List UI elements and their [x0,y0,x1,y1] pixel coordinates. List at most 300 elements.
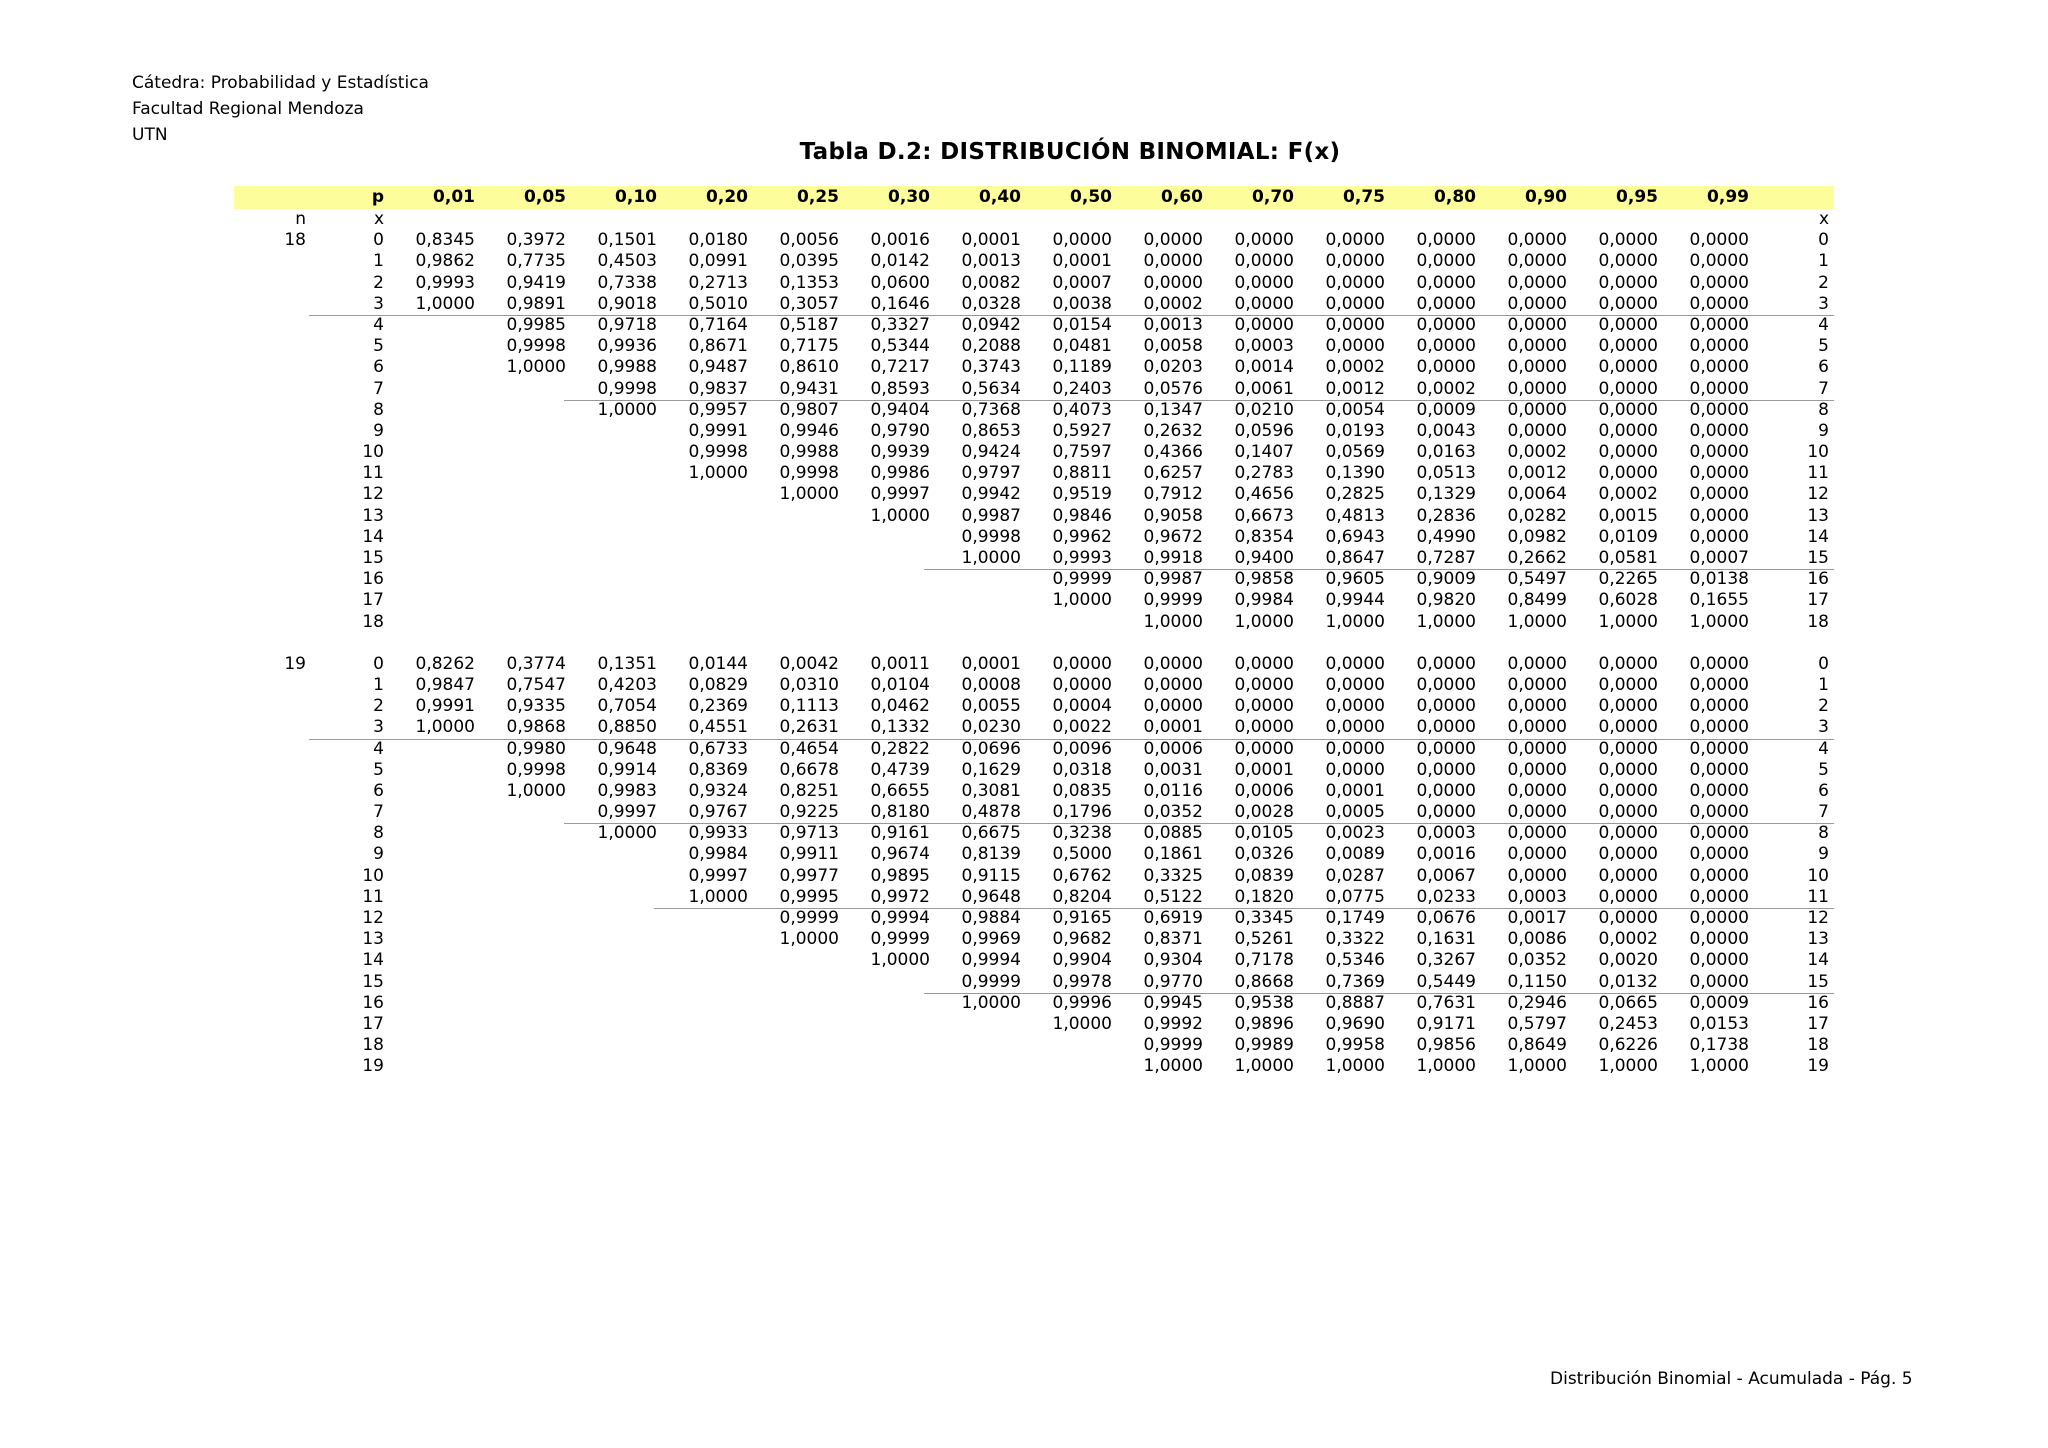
probability-cell: 0,6673 [1234,505,1294,526]
probability-cell: 0,0000 [1325,717,1385,738]
probability-cell: 0,5344 [870,336,930,357]
probability-cell: 0,2632 [1143,420,1203,441]
probability-cell: 0,0000 [1598,674,1658,695]
probability-cell: 0,0000 [1507,420,1567,441]
x-value: 17 [362,590,384,611]
p-value-header: 0,25 [797,187,839,207]
x-value: 6 [373,357,384,378]
probability-cell: 0,2403 [1052,378,1112,399]
x-value: 5 [373,759,384,780]
x-value-right: 11 [1807,463,1829,484]
x-value-right: 7 [1818,378,1829,399]
p-label: p [371,187,384,207]
x-value-right: 16 [1807,992,1829,1013]
probability-cell: 0,0000 [1416,738,1476,759]
x-value-right: 1 [1818,674,1829,695]
probability-cell: 1,0000 [597,399,657,420]
probability-cell: 0,0000 [1689,336,1749,357]
probability-cell: 0,1407 [1234,442,1294,463]
probability-cell: 0,9978 [1052,971,1112,992]
x-value: 15 [362,548,384,568]
probability-cell: 0,0462 [870,696,930,717]
probability-cell: 1,0000 [1689,1056,1749,1077]
probability-cell: 0,2369 [688,696,748,717]
probability-cell: 0,9648 [597,738,657,759]
probability-cell: 0,0002 [1143,293,1203,314]
corner-label: 1 [294,187,306,207]
probability-cell: 0,6733 [688,738,748,759]
probability-cell: 0,8850 [597,717,657,738]
probability-cell: 0,0576 [1143,378,1203,399]
probability-cell: 0,0000 [1416,293,1476,314]
table-title: Tabla D.2: DISTRIBUCIÓN BINOMIAL: F(x) [799,139,1341,165]
probability-cell: 1,0000 [688,886,748,907]
probability-cell: 1,0000 [506,780,566,801]
probability-cell: 0,9998 [688,442,748,463]
table-body [234,230,1834,1077]
probability-cell: 0,0144 [688,653,748,674]
probability-cell: 0,7631 [1416,992,1476,1013]
x-value: 0 [373,230,384,251]
probability-cell: 0,0096 [1052,738,1112,759]
probability-cell: 0,0154 [1052,314,1112,335]
probability-cell: 0,9946 [779,420,839,441]
probability-cell: 0,4739 [870,759,930,780]
probability-cell: 1,0000 [1598,611,1658,632]
probability-cell: 0,9999 [1143,590,1203,611]
probability-cell: 0,4366 [1143,442,1203,463]
probability-cell: 0,0000 [1416,336,1476,357]
probability-cell: 0,7175 [779,336,839,357]
probability-cell: 0,0000 [1325,674,1385,695]
probability-cell: 0,0000 [1507,378,1567,399]
probability-cell: 0,4203 [597,674,657,695]
probability-cell: 0,7597 [1052,442,1112,463]
probability-cell: 0,0000 [1507,696,1567,717]
probability-cell: 0,9989 [1234,1035,1294,1056]
p-value-header: 0,05 [524,187,566,207]
probability-cell: 0,7369 [1325,971,1385,992]
probability-cell: 0,9918 [1143,548,1203,568]
separator-line [924,993,1834,994]
probability-cell: 0,0054 [1325,399,1385,420]
p-value-header: 0,40 [979,187,1021,207]
probability-cell: 0,0829 [688,674,748,695]
x-value: 8 [373,399,384,420]
probability-cell: 0,7912 [1143,484,1203,505]
x-value: 11 [362,886,384,907]
probability-cell: 0,0000 [1325,251,1385,272]
probability-cell: 0,0000 [1689,780,1749,801]
probability-cell: 0,9431 [779,378,839,399]
probability-cell: 0,0000 [1143,696,1203,717]
probability-cell: 0,9767 [688,802,748,823]
probability-cell: 0,0000 [1416,314,1476,335]
x-value-right: 2 [1818,696,1829,717]
probability-cell: 0,0000 [1689,823,1749,844]
probability-cell: 0,9994 [870,908,930,928]
probability-cell: 0,0596 [1234,420,1294,441]
probability-cell: 1,0000 [779,484,839,505]
x-value-right: 10 [1807,442,1829,463]
probability-cell: 0,9400 [1234,548,1294,568]
probability-cell: 0,0000 [1689,802,1749,823]
probability-cell: 0,5346 [1325,950,1385,971]
probability-cell: 0,1347 [1143,399,1203,420]
table-row [234,972,1834,993]
probability-cell: 0,0031 [1143,759,1203,780]
probability-cell: 0,0000 [1689,463,1749,484]
table-row [234,844,1834,865]
probability-cell: 0,8887 [1325,992,1385,1013]
probability-cell: 0,0000 [1416,251,1476,272]
x-value: 2 [373,272,384,293]
probability-cell: 0,0000 [1598,378,1658,399]
probability-cell: 0,1501 [597,230,657,251]
x-value: 3 [373,717,384,738]
probability-cell: 1,0000 [961,548,1021,568]
x-value-right: 8 [1818,823,1829,844]
probability-cell: 0,5634 [961,378,1021,399]
probability-cell: 0,0000 [1143,653,1203,674]
probability-cell: 0,9171 [1416,1013,1476,1034]
table-row [234,1056,1834,1077]
table-row [234,908,1834,929]
probability-cell: 0,3238 [1052,823,1112,844]
probability-cell: 0,0001 [1325,780,1385,801]
probability-cell: 0,9424 [961,442,1021,463]
probability-cell: 0,0665 [1598,992,1658,1013]
probability-cell: 0,0000 [1416,653,1476,674]
x-value: 16 [362,569,384,590]
probability-cell: 0,0000 [1325,696,1385,717]
probability-cell: 0,9538 [1234,992,1294,1013]
table-row [234,1014,1834,1035]
probability-cell: 0,1113 [779,696,839,717]
table-row [234,336,1834,357]
probability-cell: 0,9993 [1052,548,1112,568]
probability-cell: 1,0000 [779,929,839,950]
probability-cell: 0,0055 [961,696,1021,717]
probability-cell: 0,0005 [1325,802,1385,823]
probability-cell: 0,9674 [870,844,930,865]
x-value-right: 0 [1818,230,1829,251]
table-row [234,590,1834,611]
probability-cell: 0,6762 [1052,865,1112,886]
probability-cell: 0,2713 [688,272,748,293]
probability-cell: 0,9998 [961,526,1021,547]
probability-cell: 0,0009 [1689,992,1749,1013]
probability-cell: 0,0004 [1052,696,1112,717]
table-row [234,760,1834,781]
table-row [234,739,1834,760]
probability-cell: 0,0000 [1507,272,1567,293]
probability-cell: 0,8593 [870,378,930,399]
probability-cell: 0,2088 [961,336,1021,357]
x-value-right: 5 [1818,336,1829,357]
x-value: 3 [373,293,384,314]
probability-cell: 0,6678 [779,759,839,780]
p-value-header: 0,95 [1616,187,1658,207]
x-value: 9 [373,420,384,441]
probability-cell: 0,4813 [1325,505,1385,526]
probability-cell: 0,0000 [1689,293,1749,314]
n-label: n [295,209,306,229]
probability-cell: 0,0020 [1598,950,1658,971]
probability-cell: 0,8139 [961,844,1021,865]
n-block [234,654,1834,1078]
probability-cell: 0,9911 [779,844,839,865]
university-name: UTN [132,125,168,145]
probability-cell: 0,0000 [1598,823,1658,844]
probability-cell: 0,0064 [1507,484,1567,505]
probability-cell: 0,3972 [506,230,566,251]
x-value-right: 14 [1807,526,1829,547]
probability-cell: 0,0513 [1416,463,1476,484]
probability-cell: 1,0000 [415,717,475,738]
probability-cell: 0,6028 [1598,590,1658,611]
probability-cell: 0,0000 [1507,399,1567,420]
probability-cell: 0,7054 [597,696,657,717]
probability-cell: 0,8668 [1234,971,1294,992]
probability-cell: 0,0104 [870,674,930,695]
probability-cell: 0,0006 [1143,738,1203,759]
probability-cell: 0,0991 [688,251,748,272]
probability-cell: 1,0000 [1416,1056,1476,1077]
probability-cell: 0,0082 [961,272,1021,293]
probability-cell: 0,8647 [1325,548,1385,568]
probability-cell: 0,9713 [779,823,839,844]
probability-cell: 0,0395 [779,251,839,272]
probability-cell: 0,0012 [1507,463,1567,484]
probability-cell: 0,9519 [1052,484,1112,505]
probability-cell: 0,9992 [1143,1013,1203,1034]
probability-cell: 0,0000 [1689,759,1749,780]
probability-cell: 0,0000 [1325,653,1385,674]
probability-cell: 0,0230 [961,717,1021,738]
x-value: 7 [373,802,384,823]
probability-cell: 0,7547 [506,674,566,695]
p-value-header: 0,50 [1070,187,1112,207]
probability-cell: 0,0000 [1416,717,1476,738]
probability-cell: 0,0000 [1689,738,1749,759]
p-header-row [234,186,1834,209]
probability-cell: 0,9856 [1416,1035,1476,1056]
probability-cell: 0,0203 [1143,357,1203,378]
probability-cell: 0,4990 [1416,526,1476,547]
probability-cell: 0,0000 [1689,971,1749,992]
x-value-right: 11 [1807,886,1829,907]
x-value: 11 [362,463,384,484]
probability-cell: 0,9868 [506,717,566,738]
probability-cell: 0,9690 [1325,1013,1385,1034]
faculty-name: Facultad Regional Mendoza [132,99,364,119]
probability-cell: 0,5497 [1507,569,1567,590]
probability-cell: 0,0000 [1507,717,1567,738]
probability-cell: 0,0885 [1143,823,1203,844]
probability-cell: 0,0000 [1052,674,1112,695]
table-row [234,866,1834,887]
x-value: 8 [373,823,384,844]
table-row [234,929,1834,950]
probability-cell: 0,0002 [1598,484,1658,505]
probability-cell: 0,9998 [506,759,566,780]
probability-cell: 0,6655 [870,780,930,801]
probability-cell: 0,8653 [961,420,1021,441]
probability-cell: 0,0000 [1507,802,1567,823]
probability-cell: 0,0000 [1234,696,1294,717]
separator-line [564,823,1834,824]
probability-cell: 0,2265 [1598,569,1658,590]
probability-cell: 0,9988 [597,357,657,378]
probability-cell: 0,0000 [1052,653,1112,674]
probability-cell: 0,0000 [1689,717,1749,738]
probability-cell: 0,7287 [1416,548,1476,568]
probability-cell: 0,0000 [1598,251,1658,272]
x-value-right: 7 [1818,802,1829,823]
probability-cell: 0,9837 [688,378,748,399]
probability-cell: 0,0000 [1234,272,1294,293]
probability-cell: 1,0000 [506,357,566,378]
probability-cell: 0,9945 [1143,992,1203,1013]
probability-cell: 0,9896 [1234,1013,1294,1034]
probability-cell: 0,9983 [597,780,657,801]
probability-cell: 0,1189 [1052,357,1112,378]
probability-cell: 0,0942 [961,314,1021,335]
x-value-right: 15 [1807,548,1829,568]
probability-cell: 0,0000 [1689,674,1749,695]
probability-cell: 0,9991 [415,696,475,717]
probability-cell: 0,9942 [961,484,1021,505]
x-value-right: 18 [1807,611,1829,632]
probability-cell: 0,7368 [961,399,1021,420]
document-header [132,70,429,148]
probability-cell: 0,8345 [415,230,475,251]
probability-cell: 0,2631 [779,717,839,738]
probability-cell: 0,0180 [688,230,748,251]
probability-cell: 0,0000 [1507,336,1567,357]
probability-cell: 0,9962 [1052,526,1112,547]
probability-cell: 0,4656 [1234,484,1294,505]
table-row [234,654,1834,675]
probability-cell: 0,0013 [1143,314,1203,335]
x-value: 4 [373,314,384,335]
probability-cell: 0,0000 [1234,717,1294,738]
probability-cell: 0,5261 [1234,929,1294,950]
probability-cell: 0,0000 [1689,399,1749,420]
x-value-right: 6 [1818,357,1829,378]
x-value-right: 10 [1807,865,1829,886]
x-value: 14 [362,526,384,547]
probability-cell: 0,0056 [779,230,839,251]
x-value-right: 9 [1818,844,1829,865]
probability-cell: 0,0000 [1598,442,1658,463]
table-row [234,823,1834,844]
probability-cell: 0,9999 [961,971,1021,992]
x-value-right: 13 [1807,505,1829,526]
probability-cell: 0,0326 [1234,844,1294,865]
probability-cell: 1,0000 [1507,611,1567,632]
probability-cell: 0,0000 [1325,272,1385,293]
probability-cell: 0,0000 [1507,357,1567,378]
probability-cell: 0,0000 [1598,399,1658,420]
probability-cell: 0,0318 [1052,759,1112,780]
probability-cell: 0,0000 [1689,505,1749,526]
probability-cell: 0,0000 [1689,442,1749,463]
probability-cell: 0,9335 [506,696,566,717]
probability-cell: 0,9718 [597,314,657,335]
probability-cell: 0,9324 [688,780,748,801]
table-row [234,400,1834,421]
table-row [234,421,1834,442]
probability-cell: 0,0000 [1689,526,1749,547]
probability-cell: 1,0000 [1598,1056,1658,1077]
probability-cell: 0,0835 [1052,780,1112,801]
probability-cell: 0,9884 [961,908,1021,928]
probability-cell: 0,0000 [1598,908,1658,928]
probability-cell: 0,0043 [1416,420,1476,441]
table-row [234,251,1834,272]
separator-line [309,739,1834,740]
x-value-right: 12 [1807,908,1829,928]
probability-cell: 0,6257 [1143,463,1203,484]
x-label-right: x [1818,209,1829,229]
probability-cell: 0,9998 [597,378,657,399]
probability-cell: 0,0000 [1689,314,1749,335]
probability-cell: 0,9770 [1143,971,1203,992]
probability-cell: 0,0000 [1689,865,1749,886]
x-value-right: 13 [1807,929,1829,950]
probability-cell: 0,0153 [1689,1013,1749,1034]
probability-cell: 0,0000 [1689,653,1749,674]
probability-cell: 0,9985 [506,314,566,335]
probability-cell: 0,0002 [1598,929,1658,950]
p-value-header: 0,70 [1252,187,1294,207]
probability-cell: 0,0000 [1689,378,1749,399]
table-row [234,993,1834,1014]
probability-cell: 0,9682 [1052,929,1112,950]
probability-cell: 0,9862 [415,251,475,272]
probability-cell: 0,0000 [1234,251,1294,272]
probability-cell: 0,0028 [1234,802,1294,823]
table-row [234,612,1834,633]
x-value: 17 [362,1013,384,1034]
probability-cell: 1,0000 [870,505,930,526]
probability-cell: 0,0000 [1598,463,1658,484]
probability-cell: 0,6943 [1325,526,1385,547]
probability-cell: 0,8354 [1234,526,1294,547]
probability-cell: 0,9998 [506,336,566,357]
n-x-label-row [234,209,1834,230]
probability-cell: 0,9987 [961,505,1021,526]
probability-cell: 0,0000 [1598,696,1658,717]
x-value: 6 [373,780,384,801]
probability-cell: 0,5122 [1143,886,1203,907]
x-value: 12 [362,484,384,505]
probability-cell: 1,0000 [1234,1056,1294,1077]
probability-cell: 0,0000 [1689,484,1749,505]
probability-cell: 0,1646 [870,293,930,314]
separator-line [564,400,1834,401]
probability-cell: 0,0000 [1598,230,1658,251]
table-row [234,463,1834,484]
x-value-right: 12 [1807,484,1829,505]
probability-cell: 0,0000 [1325,230,1385,251]
probability-cell: 0,9969 [961,929,1021,950]
probability-cell: 0,4551 [688,717,748,738]
probability-cell: 0,8610 [779,357,839,378]
probability-cell: 0,1332 [870,717,930,738]
